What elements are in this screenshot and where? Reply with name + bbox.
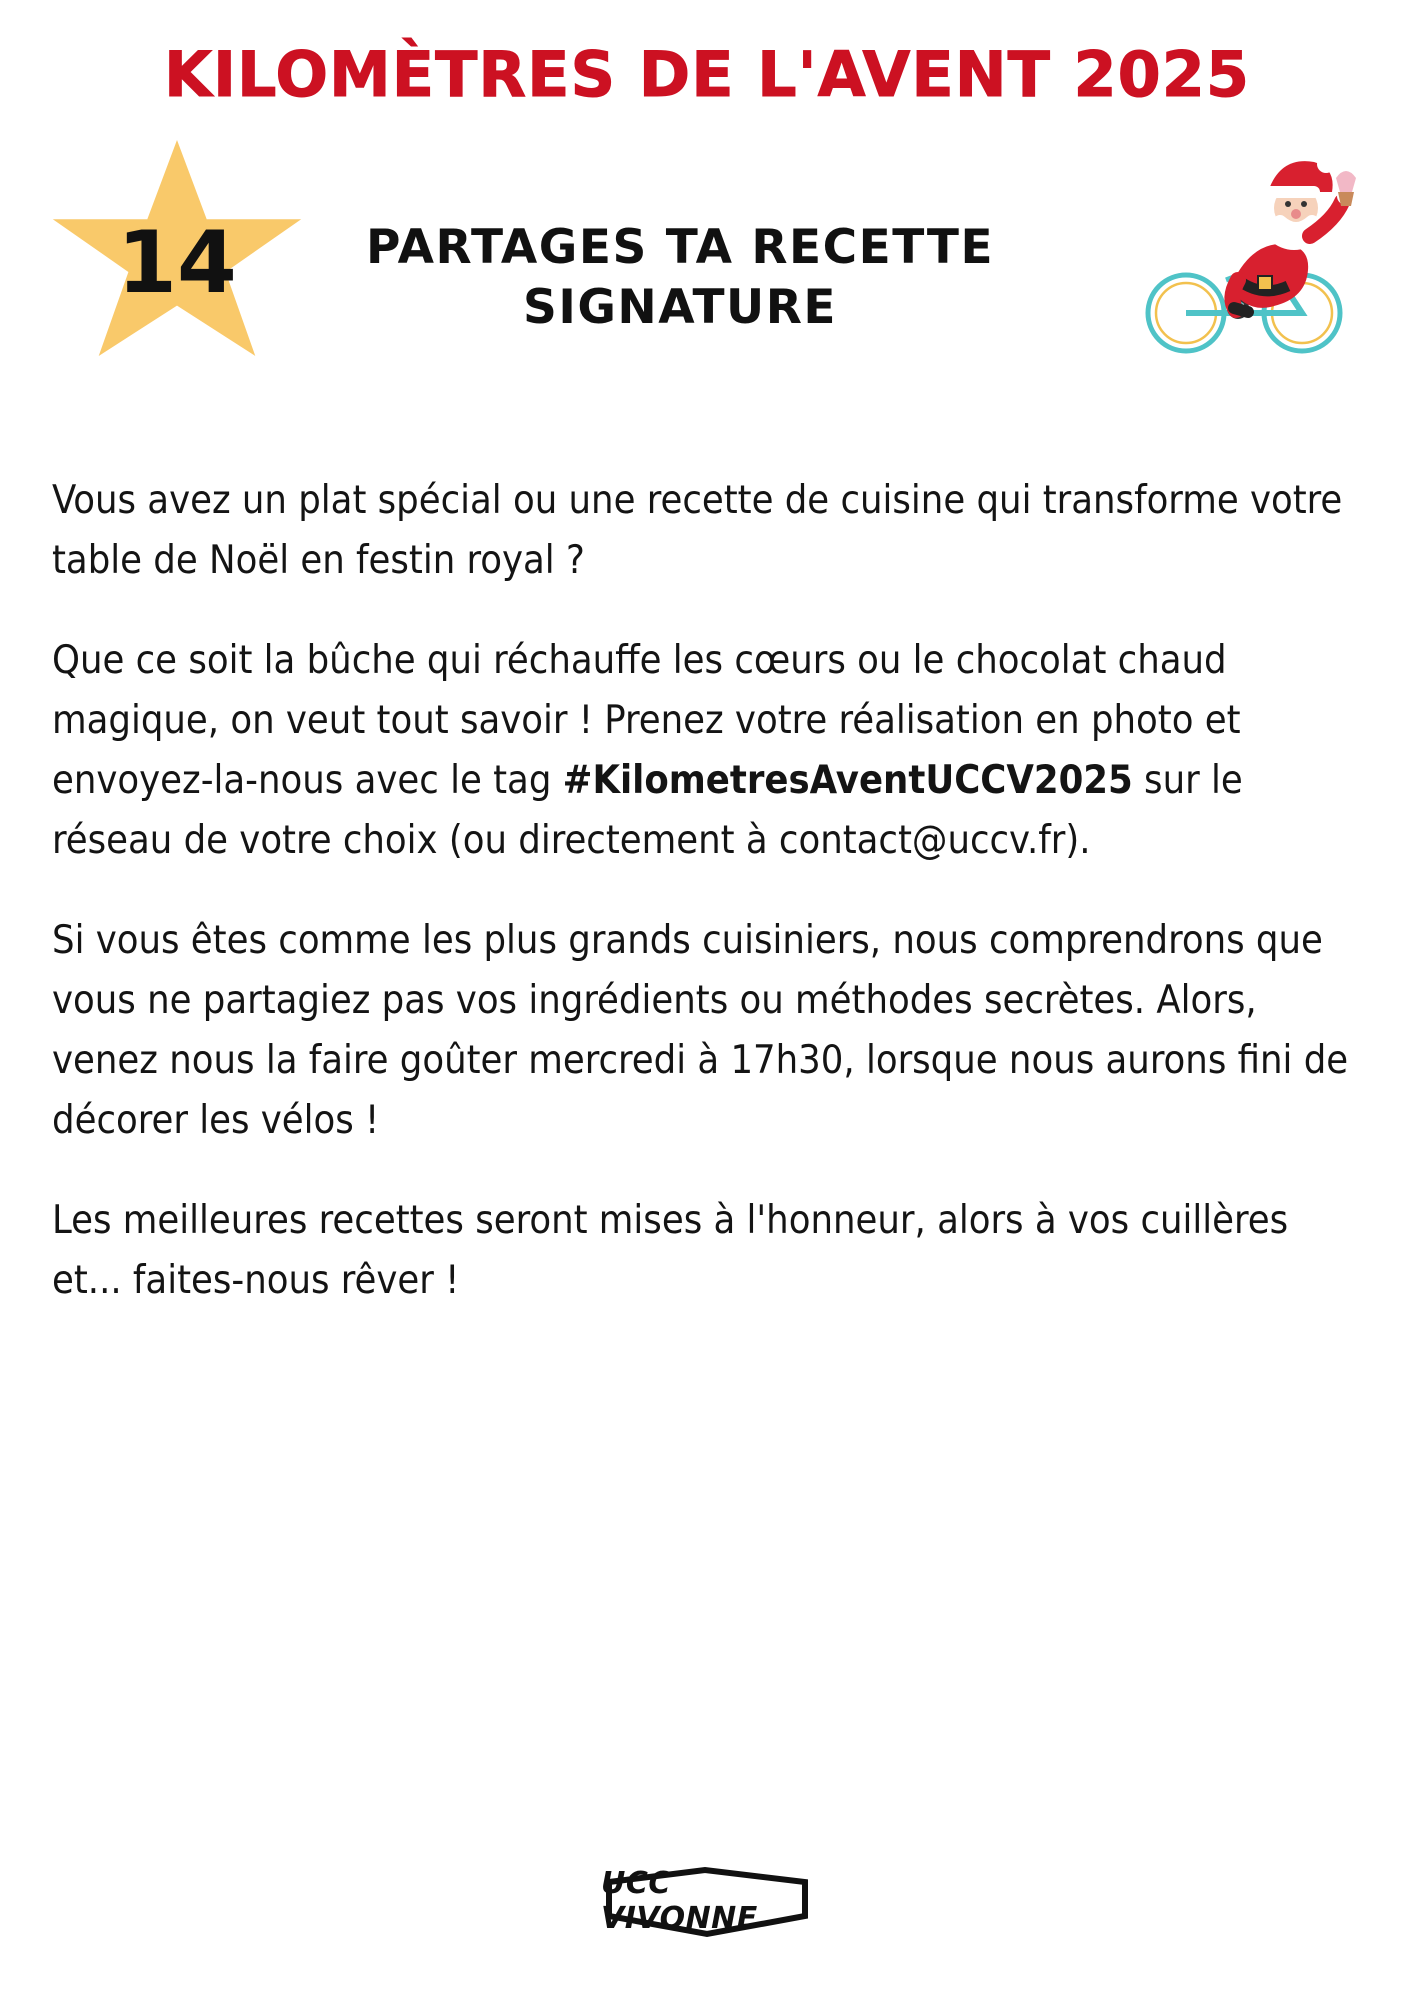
paragraph-3: Si vous êtes comme les plus grands cuisiniers, nous comprendrons que vous ne partagiez pas vos ingrédients ou méthodes secrètes. Alors, venez nous la faire goûter mercredi à 17h30, lorsque nous aurons fini de décorer les vélos ! (52, 917, 1349, 1144)
paragraph-2 (52, 630, 1362, 870)
page-title: KILOMÈTRES DE L'AVENT 2025 (163, 38, 1251, 111)
paragraph-1: Vous avez un plat spécial ou une recette de cuisine qui transforme votre table de Noël en festin royal ? (52, 477, 1343, 584)
club-logo (601, 1866, 813, 1938)
club-logo-text: UCC VIVONNE (601, 1866, 758, 1936)
advent-day-number: 14 (117, 213, 237, 313)
paragraph-4: Les meilleures recettes seront mises à l'honneur, alors à vos cuillères et... faites-nous rêver ! (52, 1197, 1289, 1304)
footer (0, 1866, 1414, 1938)
santa-on-bicycle-icon (1134, 130, 1374, 370)
challenge-subtitle: PARTAGES TA RECETTE SIGNATURE (365, 220, 995, 336)
advent-day-badge (42, 140, 312, 380)
paragraph-2-text-start: Que ce soit la bûche qui réchauffe les cœurs ou le chocolat chaud magique, on veut tout savoir ! Prenez votre réalisation en photo et envoyez-la-nous avec le tag (52, 637, 1241, 804)
hashtag-label: #KilometresAventUCCV2025 (562, 757, 1133, 804)
paragraph-2-text-end: sur le réseau de votre choix (ou directement à contact@uccv.fr). (52, 757, 1243, 864)
body-text (52, 470, 1362, 1310)
